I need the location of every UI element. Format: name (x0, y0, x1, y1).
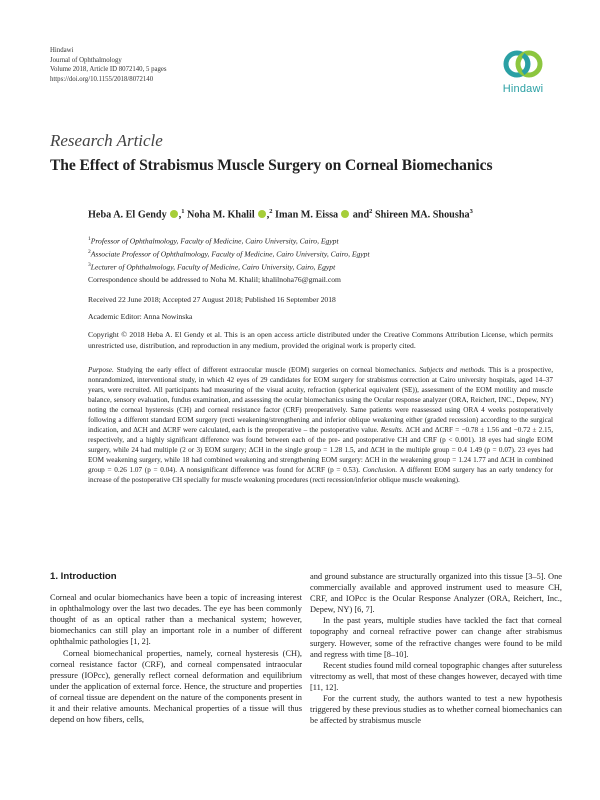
correspondence: Correspondence should be addressed to Noha M. Khalil; khalilnoha76@gmail.com (88, 275, 341, 284)
paragraph: Corneal biomechanical properties, namely, corneal hysteresis (CH), corneal resistance factor (CRF), and corneal compensated intraocular pressure (IOPcc), generally reflect corneal deformation and equilibrium under the application of external force. Hence, the structure and properties of corneal tissue are dependent on the nature of the components present in it and their relative amounts. Mechanical properties of a tissue will thus depend on how fibers, cells, (50, 648, 302, 725)
affiliation: $^2$Associate Professor of Ophthalmology, Faculty of Medicine, Cairo University, Cairo, Egypt (88, 249, 370, 259)
journal-name: Journal of Ophthalmology (50, 56, 122, 64)
abstract-purpose: Studying the early effect of different extraocular muscle (EOM) surgeries on corneal biomechanics. (116, 366, 417, 374)
affiliation: $^3$Lecturer of Ophthalmology, Faculty of Medicine, Cairo University, Cairo, Egypt (88, 262, 336, 272)
abstract-methods: This is a prospective, nonrandomized, interventional study, in which 42 eyes of 29 candidates for EOM surgery for strabismus correction at Cairo university hospitals, aged 14–37 years, were recruited. All participants had measuring of the visual acuity, refraction (spherical equivalent (SE)), assessment of the EOM motility and muscle balance, sensory evaluation, fundus examination, and assessing the ocular biomechanics using the Ocular response analyzer (ORA, Reichert, INC., Depew, NY) noting the corneal hysteresis (CH) and corneal resistance factor (CRF) preoperatively. Same patients were reassessed using ORA 4 weeks postoperatively following a different standard EOM surgery (recti weakening/strengthening and inferior oblique weakening either (graded recession) according to the surgical indication, and ΔCH and ΔCRF were calculated, each is the preoperative – the postoperative value. (88, 366, 553, 434)
author-name[interactable]: Noha M. Khalil (187, 209, 255, 221)
doi-link[interactable]: https://doi.org/10.1155/2018/8072140 (50, 75, 154, 83)
affiliations (88, 234, 553, 273)
hindawi-logo (494, 46, 552, 95)
author-name[interactable]: Iman M. Eissa (275, 209, 339, 221)
abstract-results: ΔCH and ΔCRF = −0.78 ± 1.56 and −0.72 ± 2.15, respectively, and a highly significant difference was found between each of the pre- and postoperative CH and CRF (p < 0.001). 18 eyes had single EOM surgery, while 24 had multiple (2 or 3) EOM surgery; ΔCH in the single group = 1.28 1.5, and ΔCH in the multiple group = 0.4 1.49 (p = 0.07). 23 eyes had EOM weakening surgery, while 18 had combined weakening and strengthening EOM surgery: ΔCH in the weakening group = 1.24 1.77 and ΔCH in combined group = 0.26 1.07 (p = 0.04). A nonsignificant difference was found for ΔCRF (p = 0.53). (88, 426, 554, 474)
paragraph: Recent studies found mild corneal topographic changes after sutureless vitrectomy as well, that most of these changes however, decayed with time [11, 12]. (310, 660, 562, 692)
orcid-icon[interactable] (170, 210, 178, 218)
abstract-methods-label: Subjects and methods. (419, 366, 486, 374)
author-name[interactable]: Shireen MA. Shousha (374, 209, 470, 221)
body-column-left (50, 571, 302, 725)
volume-info: Volume 2018, Article ID 8072140, 5 pages (50, 66, 167, 74)
abstract-conclusion: A different EOM surgery has an early tendency for increase of the postoperative CH specially for muscle weakening procedures (recti recession/inferior oblique muscle weakening). (88, 466, 554, 484)
paragraph: Corneal and ocular biomechanics have been a topic of increasing interest in ophthalmology over the last two decades. The eye has been commonly thought of as an optical rather than a mechanical system; however, biomechanics can still play an important role in a number of different ophthalmic pathologies [1, 2]. (50, 593, 302, 647)
publication-dates: Received 22 June 2018; Accepted 27 August 2018; Published 16 September 2018 (88, 295, 336, 304)
author-name[interactable]: Heba A. El Gendy (88, 209, 167, 221)
abstract-conclusion-label: Conclusion. (362, 466, 398, 474)
paragraph: In the past years, multiple studies have tackled the fact that corneal topography and corneal refractive power can change after strabismus surgery. However, some of the refractive changes were found to be mild and regress with time [8–10]. (310, 616, 562, 659)
body-column-right (310, 571, 562, 726)
logo-text: Hindawi (502, 83, 544, 95)
article-title: The Effect of Strabismus Muscle Surgery on Corneal Biomechanics (50, 157, 493, 174)
affiliation: $^1$Professor of Ophthalmology, Faculty of Medicine, Cairo University, Cairo, Egypt (88, 236, 339, 246)
abstract-results-label: Results. (380, 426, 404, 434)
hindawi-rings-icon (502, 46, 544, 82)
publisher-name: Hindawi (50, 47, 74, 54)
abstract-purpose-label: Purpose. (88, 366, 114, 374)
copyright-notice: Copyright © 2018 Heba A. El Gendy et al. This is an open access article distributed under the Creative Commons Attribution License, which permits unrestricted use, distribution, and reproduction in any medium, provided the original work is properly cited. (88, 330, 553, 350)
paragraph: For the current study, the authors wanted to test a new hypothesis triggered by these previous studies as to whether corneal biomechanics can be affected by strabismus muscle (310, 694, 562, 726)
academic-editor: Academic Editor: Anna Nowinska (88, 312, 193, 321)
author-list: Heba A. El Gendy ,$^1$ Noha M. Khalil ,$^2$ Iman M. Eissa and$^2$ Shireen MA. Shousha$^3$ (88, 208, 473, 221)
paragraph: and ground substance are structurally organized into this tissue [3–5]. One commercially available and approved instrument used to measure CH, CRF, and IOPcc is the Ocular Response Analyzer (ORA, Reichert, Inc., Depew, NY) [6, 7]. (310, 572, 562, 615)
section-heading: 1. Introduction (50, 571, 117, 582)
orcid-icon[interactable] (258, 210, 266, 218)
journal-meta (50, 46, 167, 84)
article-type: Research Article (50, 131, 163, 150)
abstract (88, 365, 553, 485)
orcid-icon[interactable] (341, 210, 349, 218)
